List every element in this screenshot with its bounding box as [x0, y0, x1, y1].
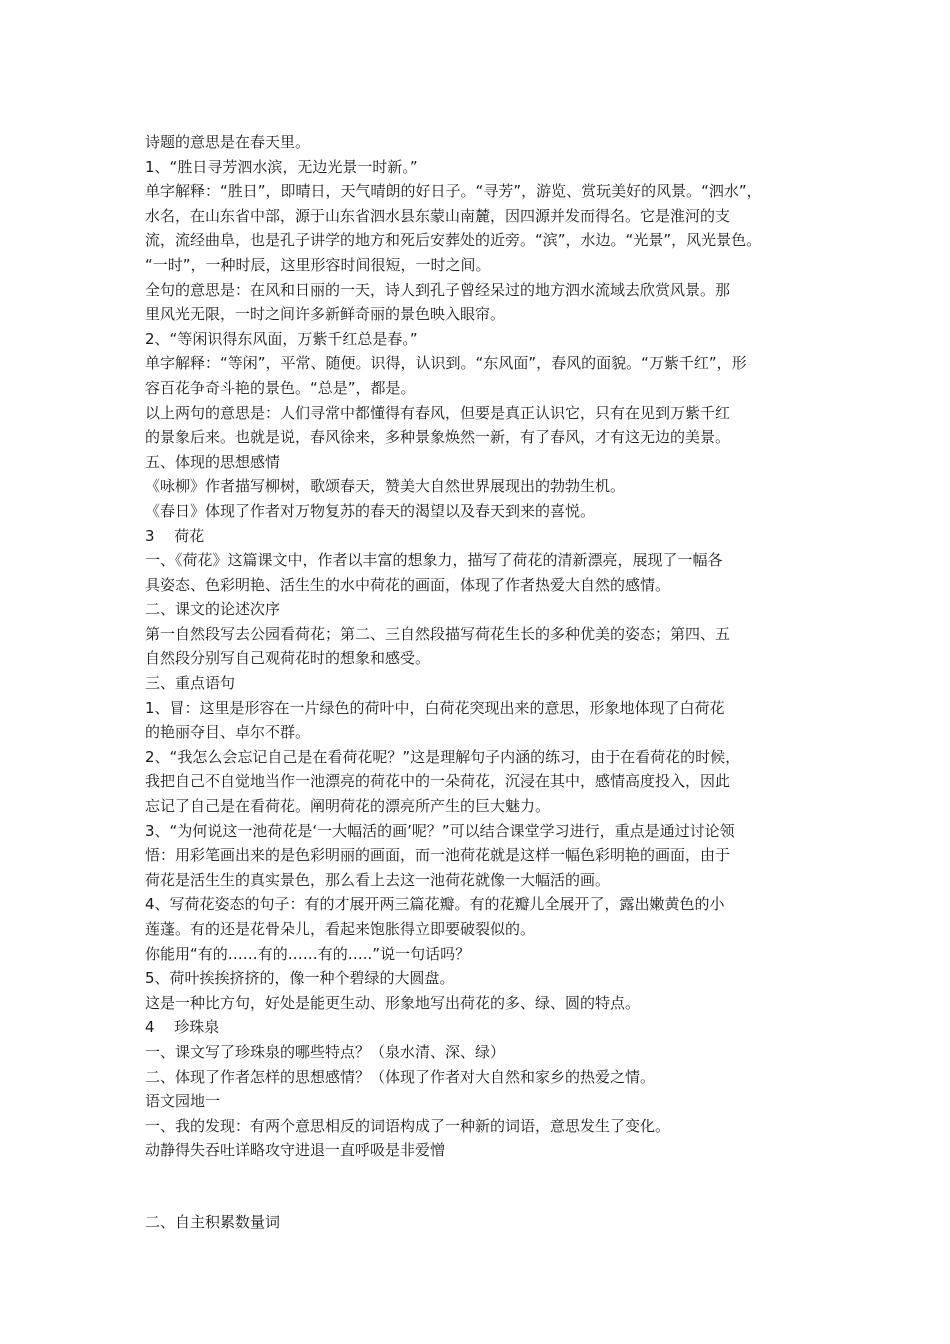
text-line: 流，流经曲阜，也是孔子讲学的地方和死后安葬处的近旁。“滨”，水边。“光景”，风光景色。 [145, 231, 762, 250]
text-line: 4、写荷花姿态的句子：有的才展开两三篇花瓣。有的花瓣儿全展开了，露出嫩黄色的小 [145, 895, 725, 914]
text-line: 的景象后来。也就是说，春风徐来，多种景象焕然一新，有了春风，才有这无边的美景。 [145, 428, 731, 447]
section-heading: 二、课文的论述次序 [145, 600, 281, 619]
text-line: 一、课文写了珍珠泉的哪些特点？（泉水清、深、绿） [145, 1042, 506, 1061]
section-heading: 五、体现的思想感情 [145, 452, 281, 471]
text-line: 具姿态、色彩明艳、活生生的水中荷花的画面，体现了作者热爱大自然的感情。 [145, 575, 671, 594]
text-line: 单字解释：“胜日”，即晴日，天气晴朗的好日子。“寻芳”，游览、赏玩美好的风景。“泗水”， [145, 182, 762, 201]
section-heading: 语文园地一 [145, 1092, 221, 1111]
text-line: 里风光无限，一时之间许多新鲜奇丽的景色映入眼帘。 [145, 305, 506, 324]
text-line: 1、冒：这里是形容在一片绿色的荷叶中，白荷花突现出来的意思，形象地体现了白荷花 [145, 698, 725, 717]
text-line: 容百花争奇斗艳的景色。“总是”，都是。 [145, 378, 416, 397]
text-line: 悟：用彩笔画出来的是色彩明丽的画面，而一池荷花就是这样一幅色彩明艳的画面，由于 [145, 846, 731, 865]
document-body [145, 130, 820, 1234]
section-heading: 二、自主积累数量词 [145, 1212, 281, 1231]
text-line: 忘记了自己是在看荷花。阐明荷花的漂亮所产生的巨大魅力。 [145, 797, 551, 816]
section-heading: 三、重点语句 [145, 674, 236, 693]
text-line: 2、“等闲识得东风面，万紫千红总是春。” [145, 329, 418, 348]
text-line: 《春日》体现了作者对万物复苏的春天的渴望以及春天到来的喜悦。 [145, 501, 596, 520]
text-line: 水名，在山东省中部，源于山东省泗水县东蒙山南麓，因四源并发而得名。它是淮河的支 [145, 206, 731, 225]
text-line: “一时”，一种时辰，这里形容时间很短，一时之间。 [145, 255, 491, 274]
text-line: 这是一种比方句，好处是能更生动、形象地写出荷花的多、绿、圆的特点。 [145, 993, 641, 1012]
text-line: 莲蓬。有的还是花骨朵儿，看起来饱胀得立即要破裂似的。 [145, 920, 536, 938]
text-line: 5、荷叶挨挨挤挤的，像一种个碧绿的大圆盘。 [145, 969, 455, 988]
text-line: 我把自己不自觉地当作一池漂亮的荷花中的一朵荷花，沉浸在其中，感情高度投入，因此 [145, 772, 731, 791]
text-line: 动静得失吞吐详略攻守进退一直呼吸是非爱憎 [145, 1141, 446, 1160]
text-line: 《咏柳》作者描写柳树，歌颂春天，赞美大自然世界展现出的勃勃生机。 [145, 477, 626, 496]
text-line: 3、“为何说这一池荷花是‘一大幅活的画’呢？”可以结合课堂学习进行，重点是通过讨论领 [145, 821, 735, 840]
text-line: 第一自然段写去公园看荷花；第二、三自然段描写荷花生长的多种优美的姿态；第四、五 [145, 624, 731, 643]
text-line: 1、“胜日寻芳泗水滨，无边光景一时新。” [145, 157, 418, 176]
text-line: 的艳丽夺目、卓尔不群。 [145, 723, 311, 742]
text-line: 一、我的发现：有两个意思相反的词语构成了一种新的词语，意思发生了变化。 [145, 1116, 671, 1135]
lesson-heading: 4 珍珠泉 [145, 1018, 220, 1037]
text-line: 二、体现了作者怎样的思想感情？（体现了作者对大自然和家乡的热爱之情。 [145, 1067, 656, 1086]
text-line: 诗题的意思是在春天里。 [145, 133, 311, 151]
text-line: 荷花是活生生的真实景色，那么看上去这一池荷花就像一大幅活的画。 [145, 870, 611, 889]
text-line: 你能用“有的……有的……有的…..”说一句话吗？ [145, 944, 471, 963]
text-line: 2、“我怎么会忘记自己是在看荷花呢？”这是理解句子内涵的练习，由于在看荷花的时候， [145, 747, 741, 766]
text-line: 以上两句的意思是：人们寻常中都懂得有春风，但要是真正认识它，只有在见到万紫千红 [145, 403, 731, 422]
blank-line [145, 1163, 820, 1188]
text-line: 自然段分别写自己观荷花时的想象和感受。 [145, 649, 431, 668]
text-line: 单字解释：“等闲”，平常、随便。识得，认识到。“东风面”，春风的面貌。“万紫千红”，形 [145, 354, 747, 373]
lesson-heading: 3 荷花 [145, 526, 205, 545]
text-line: 全句的意思是：在风和日丽的一天，诗人到孔子曾经呆过的地方泗水流域去欣赏风景。那 [145, 280, 731, 299]
text-line: 一、《荷花》这篇课文中，作者以丰富的想象力，描写了荷花的清新漂亮，展现了一幅各 [145, 551, 723, 570]
